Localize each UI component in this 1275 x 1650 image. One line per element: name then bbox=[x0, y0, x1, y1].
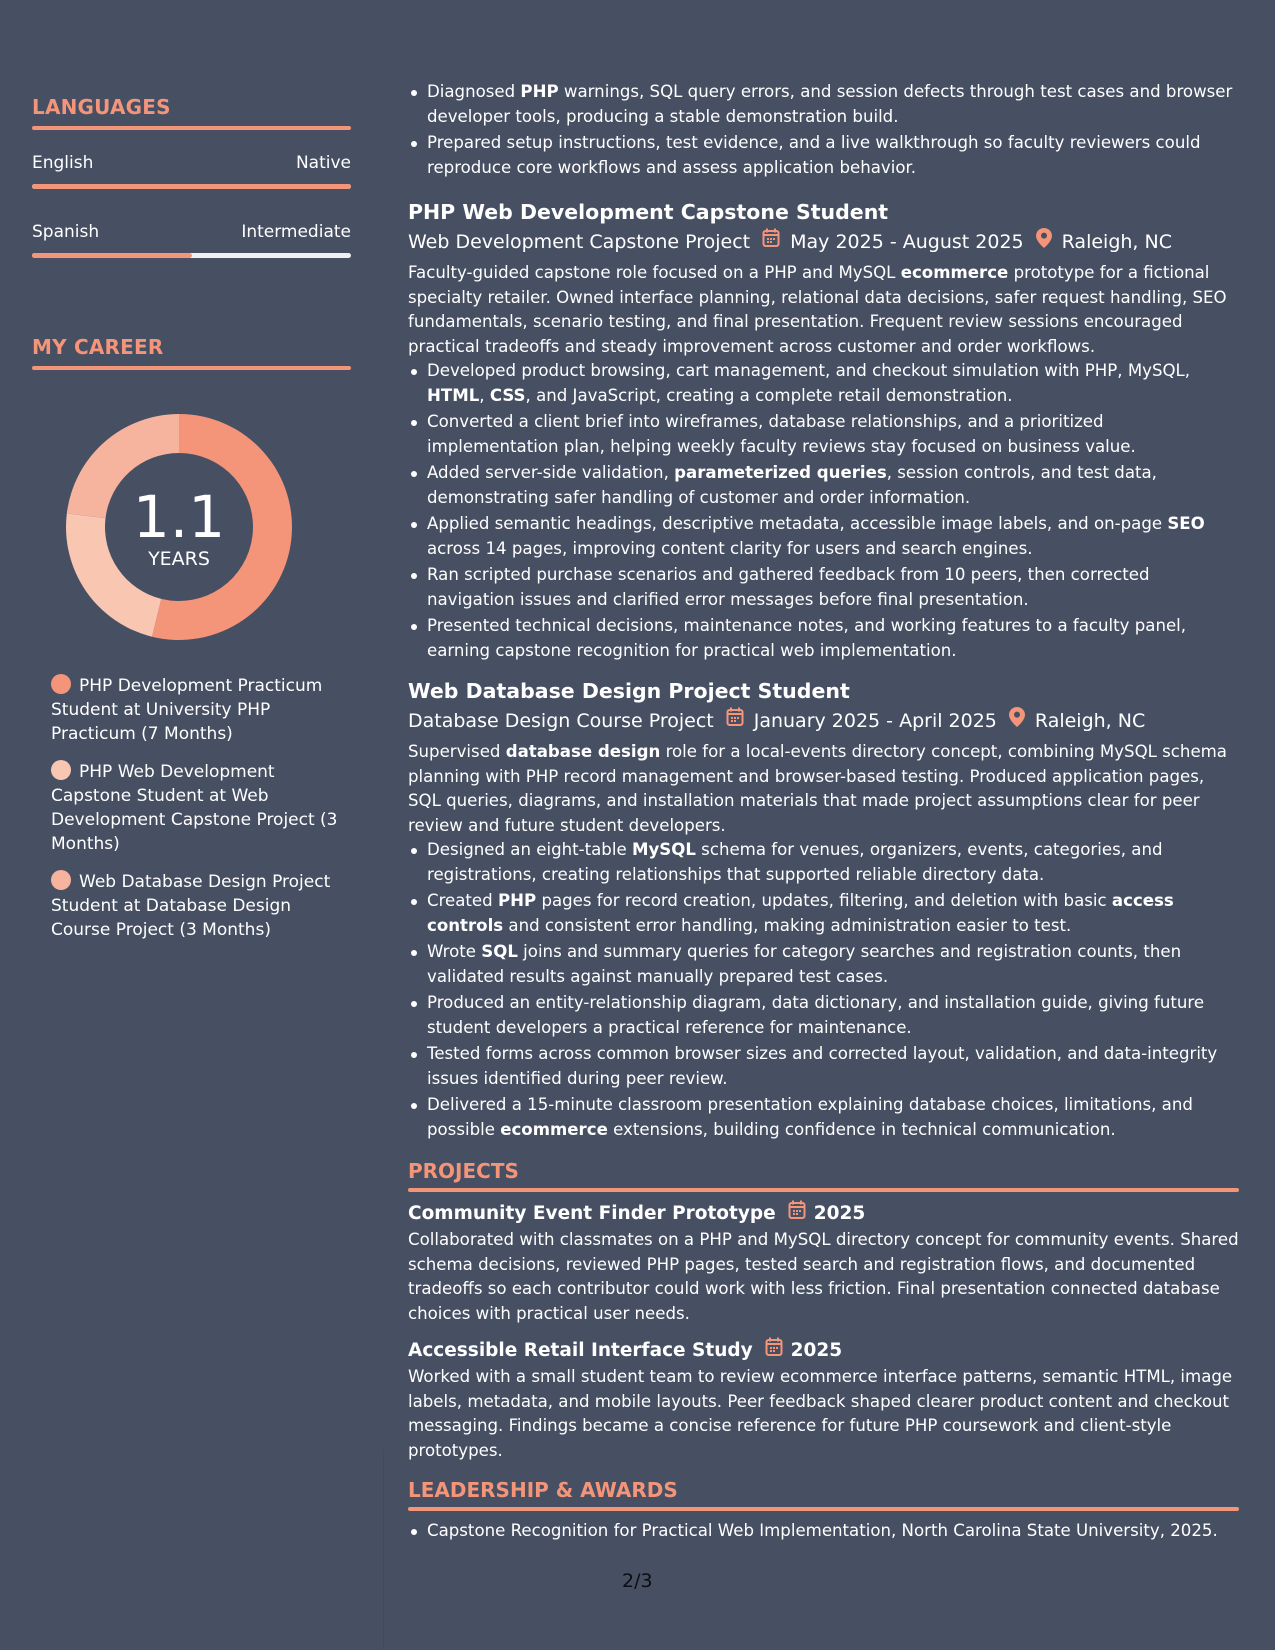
job-dates: May 2025 - August 2025 bbox=[790, 231, 1024, 253]
bullet-item: Added server-side validation, parameterized queries, session controls, and test data, demonstrating safer handling of customer and order information. bbox=[427, 461, 1239, 510]
bullet-item: Prepared setup instructions, test evidence, and a live walkthrough so faculty reviewers could reproduce core workflows and assess application behavior. bbox=[427, 131, 1239, 180]
bullet-item: Developed product browsing, cart management, and checkout simulation with PHP, MySQL, HTML, CSS, and JavaScript, creating a complete retail demonstration. bbox=[427, 359, 1239, 408]
project-year: 2025 bbox=[813, 1203, 866, 1224]
bold-keyword: PHP bbox=[520, 82, 559, 101]
project-description: Worked with a small student team to review ecommerce interface patterns, semantic HTML, image labels, metadata, and mobile layouts. Peer feedback shaped clearer product content and checkout messaging. Findings became a concise reference for future PHP coursework and client-style prototypes. bbox=[408, 1367, 1233, 1460]
bold-keyword: database design bbox=[505, 742, 661, 761]
career-legend-item bbox=[51, 760, 341, 856]
bullet-item: Converted a client brief into wireframes, database relationships, and a prioritized implementation plan, helping weekly faculty reviews stay focused on business value. bbox=[427, 410, 1239, 459]
job-title: Web Database Design Project Student bbox=[408, 679, 850, 703]
bold-keyword: PHP bbox=[497, 891, 537, 910]
calendar-icon bbox=[765, 1337, 783, 1365]
job-location: Raleigh, NC bbox=[1061, 231, 1172, 253]
languages-heading: LANGUAGES bbox=[32, 95, 171, 119]
job-company: Database Design Course Project bbox=[408, 710, 714, 732]
language-bar-fill bbox=[32, 184, 351, 189]
job-company: Web Development Capstone Project bbox=[408, 231, 751, 253]
bullet-item: Wrote SQL joins and summary queries for category searches and registration counts, then validated results against manually prepared test cases. bbox=[427, 940, 1239, 989]
language-level: Native bbox=[295, 153, 351, 173]
map-pin-icon bbox=[1009, 707, 1025, 735]
bold-keyword: parameterized queries bbox=[674, 463, 887, 482]
bold-keyword: CSS bbox=[489, 385, 526, 405]
job-summary: Faculty-guided capstone role focused on a PHP and MySQL ecommerce prototype for a fictional specialty retailer. Owned interface planning, relational data decisions, safer request handling, SEO fundamentals, scenario testing, and final presentation. Frequent review sessions encouraged practical tradeoffs and steady improvement across customer and order workflows. bbox=[408, 263, 1227, 356]
calendar-icon bbox=[762, 228, 780, 256]
bold-keyword: ecommerce bbox=[900, 263, 1009, 282]
awards-list bbox=[408, 1519, 1239, 1544]
career-years-label: YEARS bbox=[148, 548, 210, 570]
project-header bbox=[408, 1200, 1239, 1228]
bold-keyword: ecommerce bbox=[500, 1119, 608, 1139]
career-legend-item bbox=[51, 674, 341, 746]
bold-keyword: SEO bbox=[1167, 514, 1205, 533]
career-legend-text: PHP Web Development Capstone Student at Web Development Capstone Project (3 Months) bbox=[51, 762, 338, 854]
career-legend-text: Web Database Design Project Student at Database Design Course Project (3 Months) bbox=[51, 872, 331, 940]
career-heading-rule bbox=[32, 366, 351, 370]
project-description: Collaborated with classmates on a PHP and MySQL directory concept for community events. Shared schema decisions, reviewed PHP pages, tested search and registration flows, and documented tradeoffs so each contributor could work with less friction. Final presentation connected database choices with practical user needs. bbox=[408, 1230, 1239, 1323]
bullet-item: Tested forms across common browser sizes and corrected layout, validation, and data-integrity issues identified during peer review. bbox=[427, 1042, 1239, 1091]
job-dates: January 2025 - April 2025 bbox=[753, 710, 997, 732]
column-divider bbox=[383, 1450, 384, 1650]
career-years-value: 1.1 bbox=[132, 483, 226, 551]
awards-heading: LEADERSHIP & AWARDS bbox=[408, 1478, 678, 1502]
languages-heading-rule bbox=[32, 126, 351, 130]
bullet-item: Designed an eight-table MySQL schema for venues, organizers, events, categories, and registrations, creating relationships that supported reliable directory data. bbox=[427, 838, 1239, 887]
career-legend-item bbox=[51, 870, 341, 942]
job3-bullets bbox=[408, 838, 1239, 1142]
bold-keyword: MySQL bbox=[631, 840, 696, 859]
legend-dot-icon bbox=[51, 760, 71, 780]
language-name: English bbox=[32, 153, 94, 173]
bullet-item: Delivered a 15-minute classroom presentation explaining database choices, limitations, and possible ecommerce extensions, building confidence in technical communication. bbox=[427, 1093, 1239, 1142]
bold-keyword: HTML bbox=[427, 385, 480, 405]
job-location: Raleigh, NC bbox=[1034, 710, 1146, 732]
bullet-item: Ran scripted purchase scenarios and gathered feedback from 10 peers, then corrected navigation issues and clarified error messages before final presentation. bbox=[427, 563, 1239, 612]
job-title: PHP Web Development Capstone Student bbox=[408, 200, 889, 224]
projects-heading: PROJECTS bbox=[408, 1159, 519, 1183]
calendar-icon bbox=[788, 1200, 806, 1228]
language-bar-spanish bbox=[32, 253, 351, 258]
job1-bullets bbox=[408, 80, 1239, 180]
bullet-item: Created PHP pages for record creation, updates, filtering, and deletion with basic access controls and consistent error handling, making administration easier to test. bbox=[427, 889, 1239, 938]
project-name: Community Event Finder Prototype bbox=[408, 1203, 776, 1224]
language-bar-fill bbox=[32, 253, 192, 258]
legend-dot-icon bbox=[51, 674, 71, 694]
career-donut-chart bbox=[66, 414, 292, 640]
job2-bullets bbox=[408, 359, 1239, 663]
career-legend-text: PHP Development Practicum Student at University PHP Practicum (7 Months) bbox=[51, 676, 323, 744]
job-summary: Supervised database design role for a local-events directory concept, combining MySQL schema planning with PHP record management and browser-based testing. Produced application pages, SQL queries, diagrams, and installation materials that made project assumptions clear for peer review and future student developers. bbox=[408, 742, 1227, 835]
career-heading: MY CAREER bbox=[32, 335, 164, 359]
project-header bbox=[408, 1337, 1239, 1365]
bold-keyword: SQL bbox=[481, 942, 518, 961]
calendar-icon bbox=[726, 707, 744, 735]
map-pin-icon bbox=[1036, 228, 1052, 256]
bold-keyword: access controls bbox=[427, 891, 1174, 935]
language-bar-english bbox=[32, 184, 351, 189]
language-name: Spanish bbox=[32, 222, 100, 242]
job-meta bbox=[408, 228, 1239, 256]
experience-section bbox=[408, 80, 1239, 1546]
job-meta bbox=[408, 707, 1239, 735]
project-name: Accessible Retail Interface Study bbox=[408, 1340, 753, 1361]
legend-dot-icon bbox=[51, 870, 71, 890]
bullet-item: Diagnosed PHP warnings, SQL query errors, and session defects through test cases and browser developer tools, producing a stable demonstration build. bbox=[427, 80, 1239, 129]
project-year: 2025 bbox=[790, 1340, 843, 1361]
award-item: Capstone Recognition for Practical Web Implementation, North Carolina State University, 2025. bbox=[427, 1519, 1239, 1544]
bullet-item: Presented technical decisions, maintenance notes, and working features to a faculty panel, earning capstone recognition for practical web implementation. bbox=[427, 614, 1239, 663]
bullet-item: Produced an entity-relationship diagram, data dictionary, and installation guide, giving future student developers a practical reference for maintenance. bbox=[427, 991, 1239, 1040]
career-legend bbox=[51, 674, 341, 956]
bullet-item: Applied semantic headings, descriptive metadata, accessible image labels, and on-page SEO across 14 pages, improving content clarity for users and search engines. bbox=[427, 512, 1239, 561]
donut-center bbox=[66, 414, 292, 640]
page-number: 2/3 bbox=[622, 1570, 653, 1592]
language-level: Intermediate bbox=[241, 222, 351, 242]
